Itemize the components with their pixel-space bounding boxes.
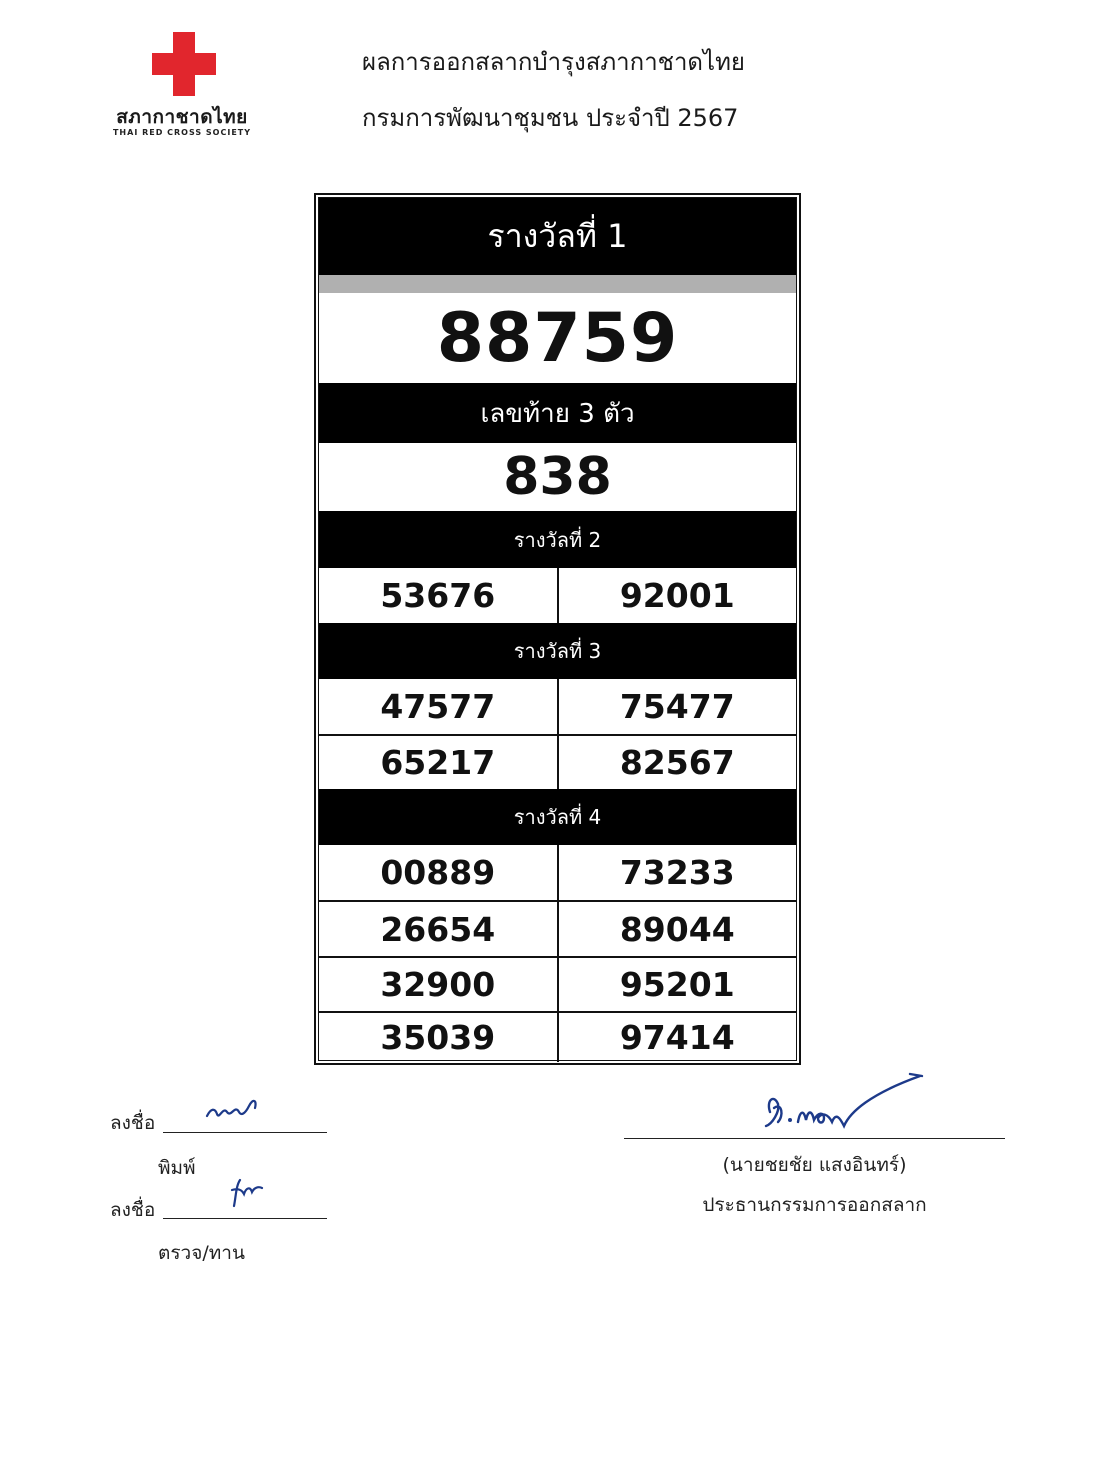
prize-number: 47577 <box>319 679 559 734</box>
table-row <box>319 1011 796 1062</box>
prize-number: 53676 <box>319 568 559 623</box>
sign-label: ลงชื่อ <box>110 1199 156 1221</box>
document-subtitle: กรมการพัฒนาชุมชน ประจำปี 2567 <box>362 104 739 132</box>
prize-number: 97414 <box>619 1018 735 1057</box>
prize-number: 35039 <box>319 1013 559 1062</box>
fourth-prize-title: รางวัลที่ 4 <box>513 805 602 829</box>
first-prize-header <box>319 198 796 275</box>
signature-line <box>163 1218 327 1219</box>
first-prize-number: 88759 <box>319 293 796 383</box>
table-row <box>319 845 796 900</box>
prize-number: 89044 <box>619 909 735 949</box>
table-row <box>319 679 796 734</box>
chairman-name: (นายชยชัย แสงอินทร์) <box>722 1154 907 1176</box>
prize-number: 73233 <box>619 853 735 892</box>
role-label-check: ตรวจ/ทาน <box>158 1242 245 1264</box>
lottery-results-table <box>314 193 801 1065</box>
logo-name-english: THAI RED CROSS SOCIETY <box>112 128 252 137</box>
table-row <box>319 568 796 623</box>
chairman-signature-line <box>624 1138 1005 1139</box>
prize-number: 65217 <box>319 736 559 789</box>
header-divider <box>319 275 796 293</box>
red-cross-icon <box>152 32 216 96</box>
chairman-position: ประธานกรรมการออกสลาก <box>702 1194 927 1216</box>
fourth-prize-header <box>319 789 796 845</box>
signature-mark <box>228 1176 272 1210</box>
document-title: ผลการออกสลากบำรุงสภากาชาดไทย <box>362 48 745 76</box>
signature-mark <box>205 1094 265 1128</box>
last-three-header <box>319 383 796 443</box>
second-prize-title: รางวัลที่ 2 <box>513 527 602 552</box>
logo-name-thai: สภากาชาดไทย <box>116 106 248 128</box>
third-prize-title: รางวัลที่ 3 <box>513 639 602 663</box>
prize-number: 82567 <box>619 743 735 782</box>
first-prize-title: รางวัลที่ 1 <box>487 217 628 255</box>
last-three-title: เลขท้าย 3 ตัว <box>480 398 635 429</box>
signature-line <box>163 1132 327 1133</box>
role-label-print: พิมพ์ <box>158 1157 196 1179</box>
prize-number: 00889 <box>319 845 559 900</box>
prize-number: 92001 <box>619 576 735 615</box>
sign-label: ลงชื่อ <box>110 1112 156 1134</box>
third-prize-header <box>319 623 796 679</box>
prize-number: 75477 <box>619 687 735 726</box>
prize-number: 26654 <box>319 902 559 956</box>
prize-number: 32900 <box>319 958 559 1011</box>
table-row <box>319 956 796 1011</box>
last-three-number: 838 <box>319 443 796 511</box>
thai-red-cross-logo <box>100 28 270 140</box>
prize-number: 95201 <box>619 965 735 1004</box>
chairman-signature <box>760 1072 930 1140</box>
table-row <box>319 900 796 956</box>
second-prize-header <box>319 511 796 568</box>
table-row <box>319 734 796 789</box>
